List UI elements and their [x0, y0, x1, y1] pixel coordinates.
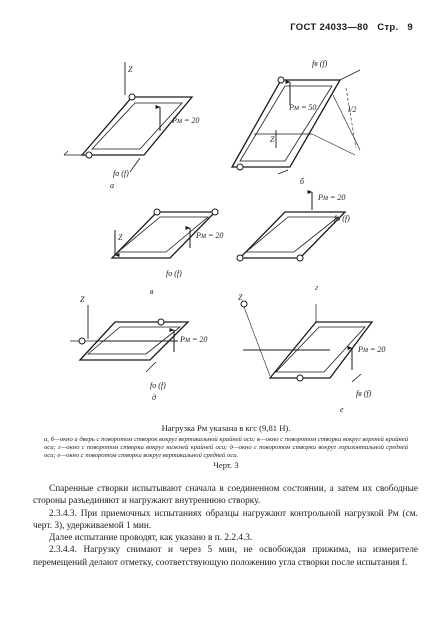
diagram-b: [232, 70, 360, 174]
label-fo-d: fо (f): [150, 381, 166, 390]
label-z-b: Z: [270, 135, 275, 144]
label-fb-b: fв (f): [312, 59, 328, 68]
label-z-a: Z: [128, 65, 133, 74]
label-pm-v: Pм = 20: [196, 231, 224, 240]
label-sub-a: а: [110, 181, 114, 190]
label-pm-g: Pм = 20: [318, 193, 346, 202]
label-sub-d: д: [152, 393, 157, 402]
label-half-b: l/2: [348, 105, 357, 114]
paragraph: 2.3.4.3. При приемочных испытаниях образцы нагружают контрольной нагрузкой Pм (см. черт. 3), удерживаемой 1 мин.: [33, 508, 418, 531]
label-sub-g: г: [315, 283, 319, 292]
label-pm-b: Pм = 50: [289, 103, 317, 112]
label-z-v: Z: [118, 233, 123, 242]
label-pm-e: Pм = 20: [358, 345, 386, 354]
caption-note: а, б—окно и дверь с поворотом створок вокруг вертикальной крайней оси; в—окно с поворотом створки вокруг верхней крайней оси; г—окно с поворотом створки вокруг нижней крайней оси; д—окно с поворотом створки вокруг горизонтальной средней оси; е—окно с поворотом створки вокруг вертикальной средней оси.: [44, 435, 408, 459]
paragraph: Спаренные створки испытывают сначала в соединенном состоянии, а затем их свободные стороны разъединяют и нагружают внутреннюю створку.: [33, 484, 418, 507]
diagram-g: [237, 192, 345, 261]
label-sub-b: б: [300, 177, 305, 186]
label-sub-e: е: [340, 405, 344, 414]
label-pm-d: Pм = 20: [180, 335, 208, 344]
label-fo-v: fо (f): [166, 269, 182, 278]
standard-code: ГОСТ 24033—80: [290, 22, 369, 33]
paragraph: Далее испытание проводят, как указано в п. 2.2.4.3.: [49, 533, 253, 544]
label-z-e: Z: [238, 293, 243, 302]
figure-caption: [44, 424, 408, 471]
paragraph: 2.3.4.4. Нагрузку снимают и через 5 мин, не освобождая прижима, на измерителе перемещений делают отметку, соответствующую положению угла створки после испытания f.: [33, 545, 418, 568]
label-fo-g: fо (f): [334, 214, 350, 223]
caption-chert: Черт. 3: [213, 460, 239, 471]
body-text: [33, 483, 418, 569]
caption-title: Нагрузка Pм указана в кгс (9,81 Н).: [161, 423, 291, 433]
label-pm-a: Pм = 20: [172, 116, 200, 125]
label-z-d: Z: [80, 295, 85, 304]
page-number: 9: [407, 22, 413, 33]
label-sub-v: в: [150, 287, 154, 296]
label-fb-e: fв (f): [356, 389, 372, 398]
diagram-e: [241, 301, 372, 382]
diagram-d: [70, 305, 188, 372]
label-fo-a: fо (f): [113, 169, 129, 178]
page-label: Стр.: [377, 22, 399, 33]
